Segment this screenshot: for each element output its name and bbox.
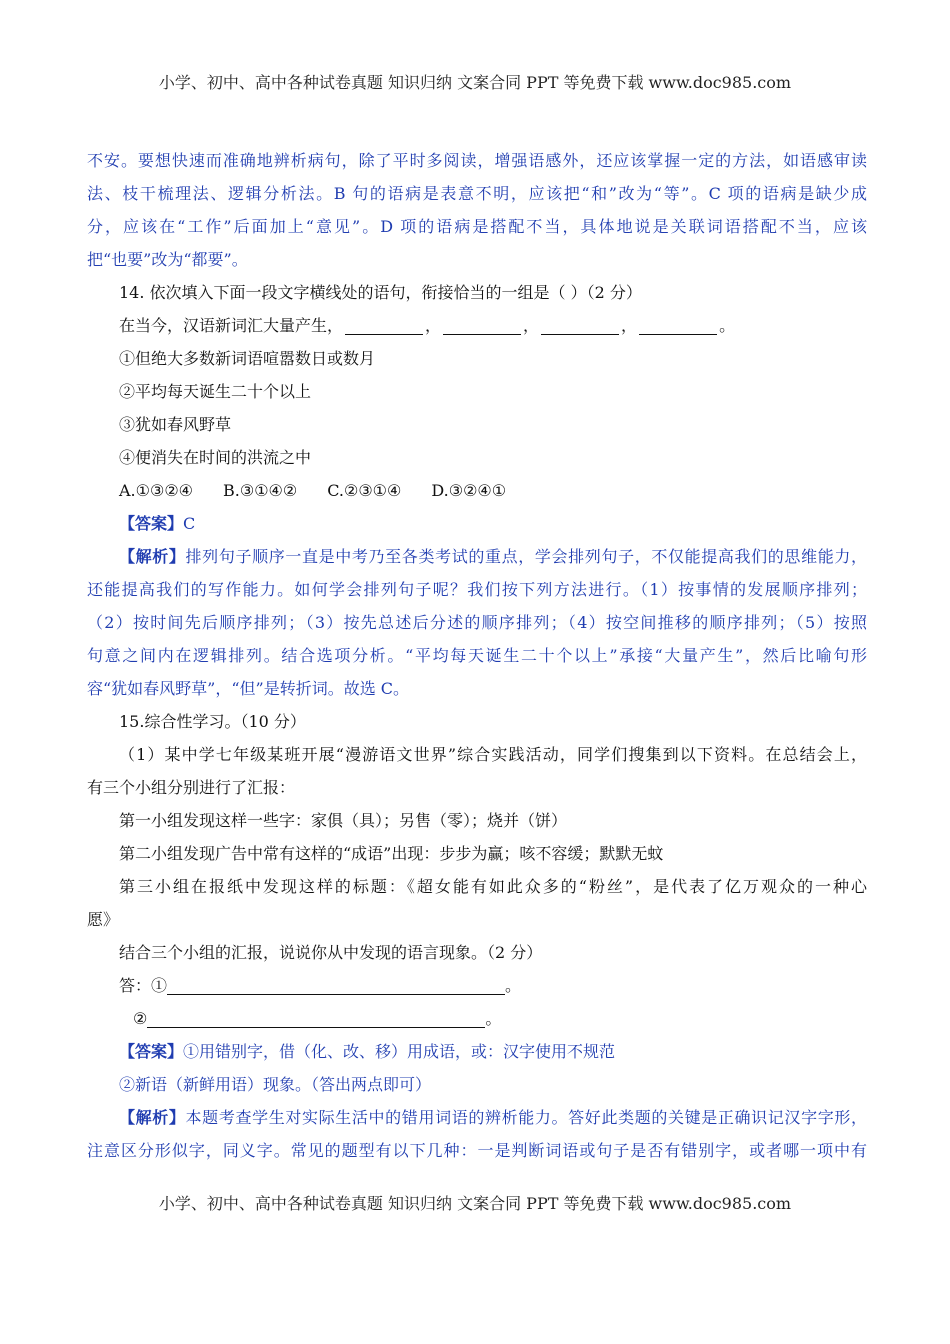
prev-analysis-line: 分，应该在“工作”后面加上“意见”。D 项的语病是搭配不当，具体地说是关联词语搭配不当，应该 [87, 217, 867, 236]
q15-stem: 15.综合性学习。（10 分） [119, 712, 306, 731]
q15-answer-label-1: 答：① [119, 976, 168, 995]
answer-tag: 【答案】 [119, 514, 184, 533]
analysis-tag: 【解析】 [119, 547, 186, 566]
q14-option-d: D.③②④① [431, 481, 507, 500]
q14-option-a: A.①③②④ [119, 481, 194, 500]
q15-answer-blank-2 [147, 1007, 485, 1028]
q14-item-3: ③犹如春风野草 [119, 415, 232, 434]
q15-analysis-line: 注意区分形似字，同义字。常见的题型有以下几种：一是判断词语或句子是否有错别字，或者哪一项中有 [87, 1141, 867, 1160]
q14-stem: 14. 依次填入下面一段文字横线处的语句，衔接恰当的一组是（ ）（2 分） [119, 283, 642, 302]
q15-group-2: 第二小组发现广告中常有这样的“成语”出现：步步为赢；咳不容缓；默默无蚊 [119, 844, 664, 863]
q15-answer-2: ②新语（新鲜用语）现象。（答出两点即可） [119, 1075, 432, 1094]
q14-blank-2 [443, 314, 521, 335]
q14-sep: ， [523, 316, 540, 335]
q14-text-start: 在当今，汉语新词汇大量产生， [119, 316, 344, 335]
q15-answer-1: ①用错别字，借（化、改、移）用成语，或：汉字使用不规范 [183, 1042, 616, 1061]
q15-answer-blank-1 [167, 974, 505, 995]
q15-intro: （1）某中学七年级某班开展“漫游语文世界”综合实践活动，同学们搜集到以下资料。在总结会上， [119, 745, 867, 764]
q14-item-4: ④便消失在时间的洪流之中 [119, 448, 312, 467]
q14-options [87, 474, 867, 507]
analysis-tag: 【解析】 [119, 1108, 186, 1127]
prev-analysis-line: 法、枝干梳理法、逻辑分析法。B 句的语病是表意不明，应该把“和”改为“等”。C 项的语病是缺少成 [87, 184, 867, 203]
answer-tag: 【答案】 [119, 1042, 184, 1061]
q15-answer-label-2: ② [133, 1009, 148, 1028]
q14-item-1: ①但绝大多数新词语喧嚣数日或数月 [119, 349, 376, 368]
q15-group-3-cont: 愿》 [87, 910, 120, 929]
q14-analysis-line [87, 540, 867, 573]
q14-analysis-line: 句意之间内在逻辑排列。结合选项分析。“平均每天诞生二十个以上”承接“大量产生”，然后比喻句形 [87, 646, 867, 665]
q15-period: 。 [505, 976, 522, 995]
q14-text [87, 309, 867, 342]
q15-group-3: 第三小组在报纸中发现这样的标题：《超女能有如此众多的“粉丝”，是代表了亿万观众的一种心 [119, 877, 867, 896]
q15-answer-line-2 [87, 1002, 867, 1035]
q14-answer [87, 507, 867, 540]
q14-option-b: B.③①④② [223, 481, 298, 500]
page-header: 小学、初中、高中各种试卷真题 知识归纳 文案合同 PPT 等免费下载 www.doc985.com [158, 73, 792, 92]
q14-item-2: ②平均每天诞生二十个以上 [119, 382, 312, 401]
q15-prompt: 结合三个小组的汇报，说说你从中发现的语言现象。（2 分） [119, 943, 543, 962]
page-footer: 小学、初中、高中各种试卷真题 知识归纳 文案合同 PPT 等免费下载 www.doc985.com [158, 1194, 792, 1213]
prev-analysis-line: 把“也要”改为“都要”。 [87, 250, 248, 269]
q15-period: 。 [485, 1009, 502, 1028]
q14-blank-4 [639, 314, 717, 335]
page-content [87, 144, 867, 1167]
q14-analysis-line: 容“犹如春风野草”，“但”是转折词。故选 C。 [87, 679, 410, 698]
q14-blank-1 [345, 314, 423, 335]
q15-answer [87, 1035, 867, 1068]
q14-analysis-line: 还能提高我们的写作能力。如何学会排列句子呢？我们按下列方法进行。（1）按事情的发展顺序排列； [87, 580, 867, 599]
q14-option-c: C.②③①④ [327, 481, 402, 500]
q14-analysis-text: 排列句子顺序一直是中考乃至各类考试的重点，学会排列句子，不仅能提高我们的思维能力， [185, 547, 867, 566]
q14-blank-3 [541, 314, 619, 335]
q15-answer-line-1 [87, 969, 867, 1002]
q14-end: 。 [719, 316, 736, 335]
q14-analysis-line: （2）按时间先后顺序排列；（3）按先总述后分述的顺序排列；（4）按空间推移的顺序排列；（5）按照 [87, 613, 867, 632]
q15-analysis-line [87, 1101, 867, 1134]
prev-analysis-line: 不安。要想快速而准确地辨析病句，除了平时多阅读，增强语感外，还应该掌握一定的方法，如语感审读 [87, 151, 867, 170]
q15-group-1: 第一小组发现这样一些字：家俱（具）；另售（零）；烧并（饼） [119, 811, 568, 830]
q15-intro: 有三个小组分别进行了汇报： [87, 778, 296, 797]
q14-sep: ， [425, 316, 442, 335]
q15-analysis-text: 本题考查学生对实际生活中的错用词语的辨析能力。答好此类题的关键是正确识记汉字字形， [185, 1108, 867, 1127]
q14-sep: ， [621, 316, 638, 335]
q14-answer-value: C [183, 514, 196, 533]
